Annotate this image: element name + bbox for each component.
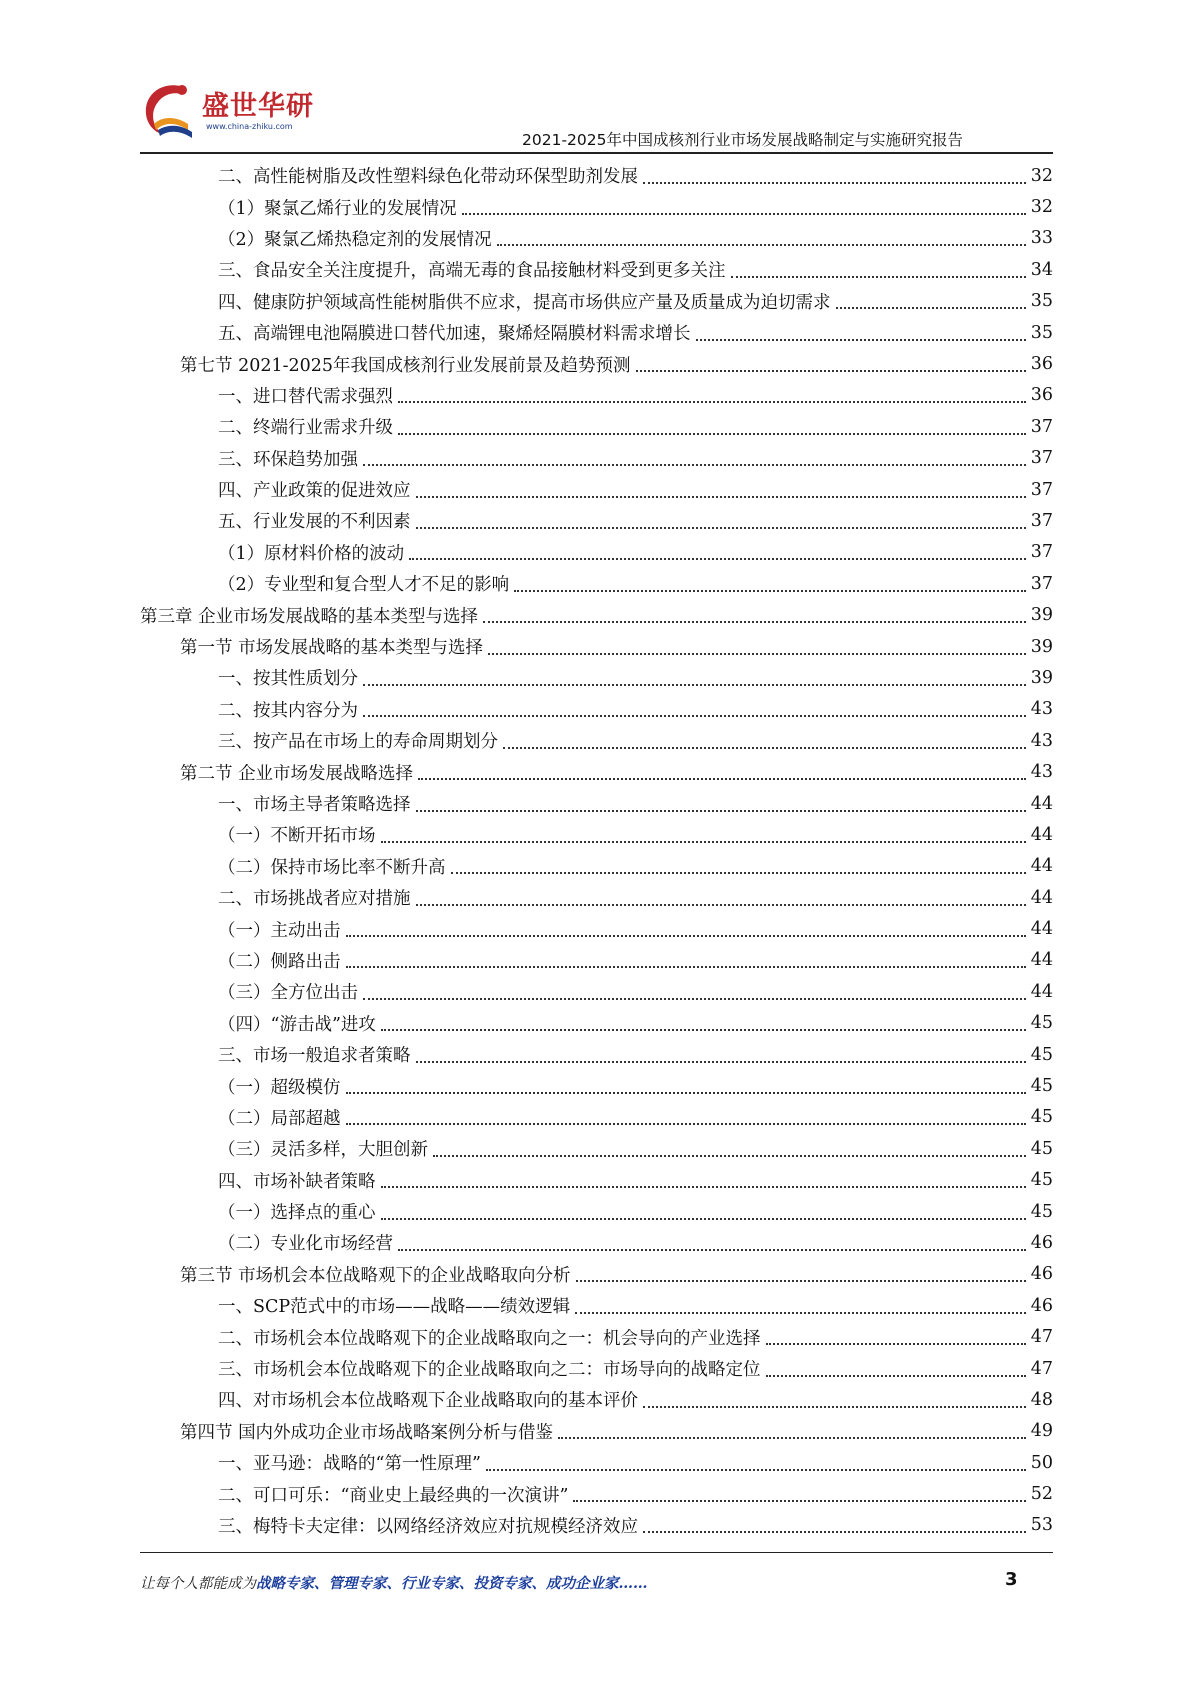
toc-leader-dots	[346, 935, 1026, 937]
toc-leader-dots	[558, 1437, 1026, 1439]
toc-entry-title: 二、高性能树脂及改性塑料绿色化带动环保型助剂发展	[218, 167, 638, 188]
footer-slogan-highlight: 战略专家、管理专家、行业专家、投资专家、成功企业家……	[256, 1575, 648, 1592]
toc-entry[interactable]	[140, 317, 1053, 348]
toc-entry[interactable]	[140, 1039, 1053, 1070]
toc-entry[interactable]	[140, 505, 1053, 536]
toc-entry[interactable]	[140, 662, 1053, 693]
toc-entry-page: 44	[1030, 887, 1053, 908]
toc-leader-dots	[451, 872, 1026, 874]
toc-entry-title: 二、终端行业需求升级	[218, 418, 393, 439]
toc-entry-title: 第三节 市场机会本位战略观下的企业战略取向分析	[180, 1265, 571, 1286]
toc-leader-dots	[398, 401, 1026, 403]
toc-entry[interactable]	[140, 1416, 1053, 1447]
toc-entry-page: 46	[1030, 1232, 1053, 1253]
toc-entry-page: 48	[1030, 1389, 1053, 1410]
toc-entry-title: （三）灵活多样，大胆创新	[218, 1140, 428, 1161]
toc-entry-page: 46	[1030, 1264, 1053, 1285]
toc-entry-page: 52	[1030, 1484, 1053, 1505]
page-header	[0, 0, 1191, 152]
toc-leader-dots	[346, 1123, 1026, 1125]
logo-swoosh-icon	[140, 80, 204, 144]
toc-entry[interactable]	[140, 882, 1053, 913]
toc-entry-title: （三）全方位出击	[218, 983, 358, 1004]
toc-entry-title: 第二节 企业市场发展战略选择	[180, 763, 414, 784]
page-number: 3	[1005, 1569, 1018, 1590]
toc-entry[interactable]	[140, 160, 1053, 191]
toc-entry-title: 五、行业发展的不利因素	[218, 512, 411, 533]
toc-entry-page: 35	[1030, 322, 1053, 343]
toc-entry-page: 43	[1030, 730, 1053, 751]
toc-entry-page: 45	[1030, 1013, 1053, 1034]
toc-entry[interactable]	[140, 254, 1053, 285]
toc-entry[interactable]	[140, 1510, 1053, 1541]
toc-entry[interactable]	[140, 223, 1053, 254]
toc-entry-title: 一、市场主导者策略选择	[218, 795, 411, 815]
toc-entry[interactable]	[140, 1133, 1053, 1164]
toc-leader-dots	[363, 464, 1026, 466]
toc-entry-page: 45	[1030, 1138, 1053, 1159]
toc-entry-page: 37	[1030, 542, 1053, 563]
toc-entry-title: 二、按其内容分为	[218, 700, 358, 721]
toc-entry[interactable]	[140, 1227, 1053, 1258]
toc-entry-page: 37	[1030, 416, 1053, 437]
toc-entry[interactable]	[140, 380, 1053, 411]
toc-entry[interactable]	[140, 725, 1053, 756]
toc-leader-dots	[636, 370, 1026, 372]
toc-entry-page: 35	[1030, 291, 1053, 312]
toc-entry-page: 45	[1030, 1201, 1053, 1222]
toc-entry-page: 53	[1030, 1515, 1053, 1536]
toc-entry-page: 36	[1030, 354, 1053, 375]
toc-entry-title: （四）“游击战”进攻	[218, 1014, 376, 1035]
toc-leader-dots	[409, 558, 1026, 560]
toc-leader-dots	[398, 433, 1026, 435]
toc-leader-dots	[416, 527, 1026, 529]
toc-entry-title: 一、按其性质划分	[218, 669, 358, 690]
toc-leader-dots	[575, 1312, 1026, 1314]
toc-leader-dots	[363, 998, 1026, 1000]
toc-entry-title: （二）保持市场比率不断升高	[218, 857, 446, 878]
toc-entry-page: 39	[1030, 605, 1053, 626]
toc-entry[interactable]	[140, 1384, 1053, 1415]
toc-leader-dots	[766, 1343, 1026, 1345]
toc-leader-dots	[416, 904, 1026, 906]
toc-entry-title: 三、市场一般追求者策略	[218, 1046, 411, 1067]
toc-entry-title: （一）超级模仿	[218, 1077, 341, 1098]
toc-entry-page: 39	[1030, 636, 1053, 657]
toc-entry[interactable]	[140, 1321, 1053, 1352]
toc-entry-page: 44	[1030, 981, 1053, 1002]
toc-entry[interactable]	[140, 1165, 1053, 1196]
toc-entry[interactable]	[140, 1196, 1053, 1227]
toc-entry[interactable]	[140, 1070, 1053, 1101]
toc-leader-dots	[503, 747, 1026, 749]
toc-entry-title: 三、食品安全关注度提升，高端无毒的食品接触材料受到更多关注	[218, 261, 726, 282]
toc-leader-dots	[381, 1029, 1026, 1031]
toc-leader-dots	[497, 244, 1026, 246]
toc-entry[interactable]	[140, 945, 1053, 976]
toc-entry-title: （一）不断开拓市场	[218, 826, 376, 847]
toc-leader-dots	[381, 1218, 1026, 1220]
toc-entry-page: 45	[1030, 1107, 1053, 1128]
toc-entry-page: 43	[1030, 762, 1053, 783]
toc-entry[interactable]	[140, 411, 1053, 442]
logo-name: 盛世华研	[202, 91, 314, 122]
toc-entry[interactable]	[140, 1447, 1053, 1478]
toc-entry-title: 三、市场机会本位战略观下的企业战略取向之二：市场导向的战略定位	[218, 1360, 761, 1381]
toc-entry-page: 33	[1030, 228, 1053, 249]
toc-leader-dots	[381, 1186, 1026, 1188]
toc-leader-dots	[643, 1406, 1026, 1408]
toc-leader-dots	[416, 810, 1026, 812]
toc-entry-page: 45	[1030, 1076, 1053, 1097]
toc-leader-dots	[643, 1531, 1026, 1533]
toc-leader-dots	[576, 1280, 1026, 1282]
toc-leader-dots	[363, 684, 1026, 686]
toc-leader-dots	[346, 1092, 1026, 1094]
report-title: 2021-2025年中国成核剂行业市场发展战略制定与实施研究报告	[522, 131, 963, 149]
toc-leader-dots	[643, 182, 1026, 184]
toc-entry[interactable]	[140, 1353, 1053, 1384]
toc-entry-title: 一、SCP范式中的市场——战略——绩效逻辑	[218, 1297, 571, 1318]
toc-entry-title: 三、环保趋势加强	[218, 449, 358, 470]
toc-entry-page: 44	[1030, 856, 1053, 877]
toc-entry-title: 四、健康防护领域高性能树脂供不应求，提高市场供应产量及质量成为迫切需求	[218, 292, 831, 313]
toc-entry-page: 44	[1030, 950, 1053, 971]
toc-entry-title: 第一节 市场发展战略的基本类型与选择	[180, 638, 484, 659]
toc-entry-title: 第七节 2021-2025年我国成核剂行业发展前景及趋势预测	[180, 355, 631, 376]
toc-leader-dots	[418, 778, 1026, 780]
toc-entry[interactable]	[140, 1478, 1053, 1509]
toc-entry[interactable]	[140, 913, 1053, 944]
toc-entry[interactable]	[140, 537, 1053, 568]
toc-entry-title: 四、市场补缺者策略	[218, 1171, 376, 1192]
toc-entry-title: 第三章 企业市场发展战略的基本类型与选择	[140, 606, 479, 627]
toc-entry-title: （二）局部超越	[218, 1108, 341, 1129]
toc-entry-title: 二、可口可乐：“商业史上最经典的一次演讲”	[218, 1485, 569, 1506]
toc-entry-page: 44	[1030, 919, 1053, 940]
toc-leader-dots	[731, 276, 1026, 278]
toc-entry-page: 50	[1030, 1452, 1053, 1473]
toc-entry-page: 39	[1030, 667, 1053, 688]
toc-entry[interactable]	[140, 1259, 1053, 1290]
toc-entry-page: 45	[1030, 1044, 1053, 1065]
toc-entry-title: 二、市场机会本位战略观下的企业战略取向之一：机会导向的产业选择	[218, 1328, 761, 1349]
toc-entry[interactable]	[140, 694, 1053, 725]
toc-entry-page: 45	[1030, 1170, 1053, 1191]
table-of-contents	[140, 160, 1053, 1541]
toc-entry[interactable]	[140, 976, 1053, 1007]
toc-leader-dots	[381, 841, 1026, 843]
toc-entry-page: 46	[1030, 1295, 1053, 1316]
toc-leader-dots	[416, 496, 1026, 498]
toc-entry[interactable]	[140, 599, 1053, 630]
toc-leader-dots	[486, 1469, 1026, 1471]
company-logo	[140, 80, 320, 150]
toc-entry-title: 三、梅特卡夫定律：以网络经济效应对抗规模经济效应	[218, 1516, 638, 1537]
toc-entry[interactable]	[140, 286, 1053, 317]
toc-entry[interactable]	[140, 191, 1053, 222]
toc-entry[interactable]	[140, 1290, 1053, 1321]
toc-leader-dots	[573, 1500, 1025, 1502]
toc-entry-title: （一）选择点的重心	[218, 1203, 376, 1224]
toc-leader-dots	[363, 715, 1026, 717]
toc-entry-title: （1）原材料价格的波动	[218, 543, 405, 564]
toc-leader-dots	[488, 653, 1026, 655]
toc-entry[interactable]	[140, 851, 1053, 882]
toc-entry[interactable]	[140, 819, 1053, 850]
toc-entry-page: 47	[1030, 1327, 1053, 1348]
toc-leader-dots	[346, 966, 1026, 968]
toc-entry-title: （二）侧路出击	[218, 951, 341, 972]
toc-entry-page: 37	[1030, 479, 1053, 500]
toc-entry-title: 五、高端锂电池隔膜进口替代加速，聚烯烃隔膜材料需求增长	[218, 324, 691, 345]
toc-entry-title: （2）聚氯乙烯热稳定剂的发展情况	[218, 229, 492, 250]
toc-entry-page: 37	[1030, 448, 1053, 469]
toc-entry-page: 44	[1030, 793, 1053, 814]
toc-leader-dots	[398, 1249, 1026, 1251]
toc-entry[interactable]	[140, 1102, 1053, 1133]
toc-leader-dots	[836, 307, 1026, 309]
toc-entry[interactable]	[140, 788, 1053, 819]
header-divider	[140, 152, 1053, 154]
toc-entry-page: 32	[1030, 165, 1053, 186]
toc-entry[interactable]	[140, 348, 1053, 379]
toc-entry-page: 37	[1030, 573, 1053, 594]
toc-entry-title: （2）专业型和复合型人才不足的影响	[218, 575, 510, 596]
toc-entry[interactable]	[140, 474, 1053, 505]
toc-entry-title: 三、按产品在市场上的寿命周期划分	[218, 732, 498, 753]
toc-entry-page: 47	[1030, 1358, 1053, 1379]
toc-entry-page: 44	[1030, 824, 1053, 845]
toc-entry-title: 第四节 国内外成功企业市场战略案例分析与借鉴	[180, 1422, 554, 1443]
toc-entry[interactable]	[140, 631, 1053, 662]
toc-leader-dots	[483, 621, 1026, 623]
toc-entry-title: 一、进口替代需求强烈	[218, 386, 393, 407]
toc-entry[interactable]	[140, 756, 1053, 787]
toc-entry[interactable]	[140, 568, 1053, 599]
toc-entry-page: 43	[1030, 699, 1053, 720]
toc-entry-title: （二）专业化市场经营	[218, 1234, 393, 1255]
toc-leader-dots	[514, 590, 1026, 592]
toc-entry-page: 36	[1030, 385, 1053, 406]
toc-entry-page: 34	[1030, 259, 1053, 280]
toc-entry-title: （1）聚氯乙烯行业的发展情况	[218, 198, 457, 219]
footer-divider	[140, 1552, 1053, 1553]
toc-entry-title: 四、产业政策的促进效应	[218, 481, 411, 502]
toc-entry-title: （一）主动出击	[218, 920, 341, 941]
toc-entry-title: 一、亚马逊：战略的“第一性原理”	[218, 1454, 481, 1475]
toc-entry[interactable]	[140, 443, 1053, 474]
toc-entry[interactable]	[140, 1008, 1053, 1039]
toc-entry-title: 四、对市场机会本位战略观下企业战略取向的基本评价	[218, 1391, 638, 1412]
logo-url: www.china-zhiku.com	[206, 122, 293, 131]
toc-leader-dots	[766, 1375, 1026, 1377]
toc-leader-dots	[416, 1061, 1026, 1063]
toc-leader-dots	[433, 1155, 1026, 1157]
toc-leader-dots	[696, 339, 1026, 341]
footer-slogan-prefix: 让每个人都能成为	[140, 1576, 256, 1592]
toc-entry-page: 37	[1030, 510, 1053, 531]
toc-entry-page: 49	[1030, 1421, 1053, 1442]
toc-entry-title: 二、市场挑战者应对措施	[218, 889, 411, 910]
toc-entry-page: 32	[1030, 197, 1053, 218]
footer-slogan	[140, 1572, 648, 1593]
toc-leader-dots	[462, 213, 1026, 215]
